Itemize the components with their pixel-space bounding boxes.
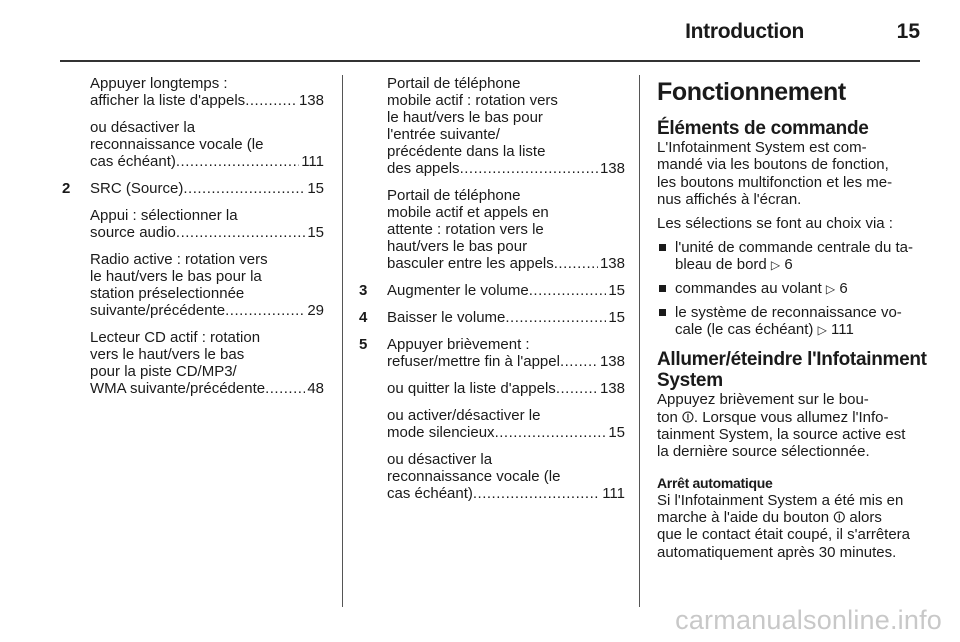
- paragraph-line: que le contact était coupé, il s'arrêtera: [657, 526, 911, 544]
- index-entry: [62, 251, 324, 319]
- paragraph-line: Si l'Infotainment System a été mis en: [657, 491, 904, 509]
- entry-number: 4: [359, 309, 368, 326]
- paragraph-line: L'Infotainment System est com-: [657, 139, 867, 156]
- entry-text: source audio: [90, 224, 176, 241]
- entry-line: mobile actif et appels en: [387, 204, 549, 221]
- entry-line: vers le haut/vers le bas: [90, 346, 245, 363]
- entry-text: SRC (Source): [90, 180, 184, 197]
- leader-dots: [554, 255, 598, 272]
- leader-dots: [505, 309, 606, 326]
- entry-line: Portail de téléphone: [387, 187, 521, 204]
- leader-dots: [245, 92, 297, 109]
- entry-line: Lecteur CD actif : rotation: [90, 329, 261, 346]
- leader-dots: [495, 424, 607, 441]
- index-entry: [359, 407, 625, 441]
- leader-dots: [183, 180, 305, 197]
- paragraph-line: automatiquement après 30 minutes.: [657, 543, 897, 561]
- page-reference: 6: [784, 256, 793, 274]
- page-reference: 138: [599, 353, 625, 370]
- control-bullet-list: [657, 239, 923, 339]
- leader-dots: [176, 153, 299, 170]
- leader-dots: [265, 380, 305, 397]
- bullet-line: l'unité de commande centrale du ta-: [675, 239, 914, 257]
- watermark: carmanualsonline.info: [675, 605, 942, 635]
- entry-text: Augmenter le volume: [387, 282, 529, 299]
- bullet-line: bleau de bord ▷ 6: [675, 256, 793, 274]
- entry-text: Baisser le volume: [387, 309, 506, 326]
- column-divider-right: [639, 75, 640, 607]
- page-reference: 6: [839, 280, 848, 298]
- page-reference: 111: [602, 485, 625, 502]
- page-reference: 138: [599, 160, 625, 177]
- entry-leader-line: [387, 380, 625, 397]
- entry-text: afficher la liste d'appels: [90, 92, 246, 109]
- entry-text: WMA suivante/précédente: [90, 380, 266, 397]
- paragraph-line: marche à l'aide du bouton ⏼ alors: [657, 508, 882, 526]
- leader-dots: [556, 380, 598, 397]
- index-entry: [359, 380, 625, 397]
- page-title: Introduction: [685, 20, 804, 43]
- paragraph-line: Appuyez brièvement sur le bou-: [657, 391, 869, 409]
- bullet-line: le système de reconnaissance vo-: [675, 304, 902, 322]
- bullet-square-icon: [659, 285, 666, 292]
- page-reference: 138: [599, 255, 625, 272]
- leader-dots: [176, 224, 305, 241]
- entry-line: l'entrée suivante/: [387, 126, 500, 143]
- paragraph-line: la dernière source sélectionnée.: [657, 443, 870, 461]
- entry-text: cas échéant): [387, 485, 473, 502]
- power-paragraph: [657, 391, 923, 460]
- entry-line: précédente dans la liste: [387, 143, 546, 160]
- entry-leader-line: [387, 353, 625, 370]
- page-reference: 111: [301, 153, 324, 170]
- entry-line: reconnaissance vocale (le: [90, 136, 264, 153]
- entry-leader-line: [90, 380, 324, 397]
- page-reference: 15: [608, 309, 625, 326]
- entry-leader-line: [90, 224, 324, 241]
- leader-dots: [473, 485, 600, 502]
- entry-leader-line: [90, 153, 324, 170]
- entry-number: 3: [359, 282, 368, 299]
- column-right: [657, 75, 927, 568]
- entry-line: station préselectionnée: [90, 285, 245, 302]
- entry-text: ou quitter la liste d'appels: [387, 380, 556, 397]
- entry-text: refuser/mettre fin à l'appel: [387, 353, 560, 370]
- entry-leader-line: [387, 282, 625, 299]
- index-entry: [359, 309, 625, 326]
- entry-text: basculer entre les appels: [387, 255, 554, 272]
- page-reference: 15: [608, 282, 625, 299]
- page-reference: 138: [298, 92, 324, 109]
- index-entry: [62, 119, 324, 170]
- column-middle: [359, 75, 625, 512]
- page-reference: 15: [608, 424, 625, 441]
- entry-line: Appuyer brièvement :: [387, 336, 530, 353]
- entry-line: Portail de téléphone: [387, 75, 521, 92]
- entry-number: 2: [62, 180, 71, 197]
- entry-leader-line: [387, 424, 625, 441]
- entry-line: attente : rotation vers le: [387, 221, 544, 238]
- index-entry: [359, 336, 625, 370]
- page-reference: 138: [599, 380, 625, 397]
- paragraph-line: mandé via les boutons de fonction,: [657, 156, 889, 174]
- header-rule: [60, 60, 920, 62]
- entry-line: haut/vers le bas pour: [387, 238, 528, 255]
- leader-dots: [529, 282, 607, 299]
- entry-line: pour la piste CD/MP3/: [90, 363, 237, 380]
- leader-dots: [560, 353, 598, 370]
- section-heading: Fonctionnement: [657, 78, 846, 106]
- subheading-line: Allumer/éteindre l'Infotainment: [657, 349, 927, 371]
- entry-line: mobile actif : rotation vers: [387, 92, 558, 109]
- leader-dots: [460, 160, 598, 177]
- column-divider-left: [342, 75, 343, 607]
- entry-line: ou désactiver la: [387, 451, 493, 468]
- paragraph-line: nus affichés à l'écran.: [657, 190, 802, 208]
- index-entry: [359, 75, 625, 177]
- bullet-line: cale (le cas échéant) ▷ 111: [675, 321, 854, 339]
- page-header: [60, 0, 920, 60]
- entry-line: ou activer/désactiver le: [387, 407, 541, 424]
- entry-line: le haut/vers le bas pour: [387, 109, 543, 126]
- entry-leader-line: [90, 92, 324, 109]
- paragraph-line: ton ⏼. Lorsque vous allumez l'Info-: [657, 408, 889, 426]
- index-entry: [62, 75, 324, 109]
- page-reference: 48: [307, 380, 324, 397]
- subheading-line: System: [657, 370, 723, 392]
- column-left: [62, 75, 324, 407]
- entry-leader-line: [387, 485, 625, 502]
- entry-number: 5: [359, 336, 368, 353]
- subheading-controls: Éléments de commande: [657, 118, 869, 139]
- index-entry: [62, 207, 324, 241]
- entry-line: ou désactiver la: [90, 119, 196, 136]
- page-reference: 29: [307, 302, 324, 319]
- reference-arrow-icon: ▷: [770, 258, 781, 273]
- page-reference: 15: [307, 224, 324, 241]
- entry-text: cas échéant): [90, 153, 176, 170]
- paragraph-line: les boutons multifonction et les me-: [657, 173, 893, 191]
- bullet-square-icon: [659, 309, 666, 316]
- entry-text: mode silencieux: [387, 424, 495, 441]
- index-entry: [359, 187, 625, 272]
- intro-paragraph: [657, 139, 923, 208]
- reference-arrow-icon: ▷: [817, 323, 827, 338]
- entry-leader-line: [90, 302, 324, 319]
- entry-leader-line: [90, 180, 324, 197]
- entry-leader-line: [387, 309, 625, 326]
- leader-dots: [225, 302, 305, 319]
- page-number: 15: [896, 20, 920, 43]
- paragraph-line: tainment System, la source active est: [657, 426, 906, 444]
- entry-text: des appels: [387, 160, 460, 177]
- page-reference: 15: [307, 180, 324, 197]
- selection-lead: Les sélections se font au choix via :: [657, 215, 893, 233]
- index-entry: [359, 451, 625, 502]
- index-entry: [62, 180, 324, 197]
- subheading-power: [657, 349, 927, 392]
- index-entry: [62, 329, 324, 397]
- page-reference: 111: [830, 321, 854, 339]
- bullet-item: [657, 304, 923, 339]
- bullet-item: [657, 239, 923, 274]
- auto-off-paragraph: [657, 492, 923, 561]
- entry-line: le haut/vers le bas pour la: [90, 268, 262, 285]
- bullet-item: [657, 280, 923, 298]
- reference-arrow-icon: ▷: [825, 282, 836, 297]
- subheading-auto-off: Arrêt automatique: [657, 474, 773, 491]
- entry-leader-line: [387, 255, 625, 272]
- entry-leader-line: [387, 160, 625, 177]
- entry-line: reconnaissance vocale (le: [387, 468, 561, 485]
- entry-line: Appui : sélectionner la: [90, 207, 238, 224]
- index-entry: [359, 282, 625, 299]
- bullet-square-icon: [659, 244, 666, 251]
- entry-line: Appuyer longtemps :: [90, 75, 228, 92]
- entry-line: Radio active : rotation vers: [90, 251, 268, 268]
- bullet-line: commandes au volant ▷ 6: [675, 280, 848, 298]
- entry-text: suivante/précédente: [90, 302, 226, 319]
